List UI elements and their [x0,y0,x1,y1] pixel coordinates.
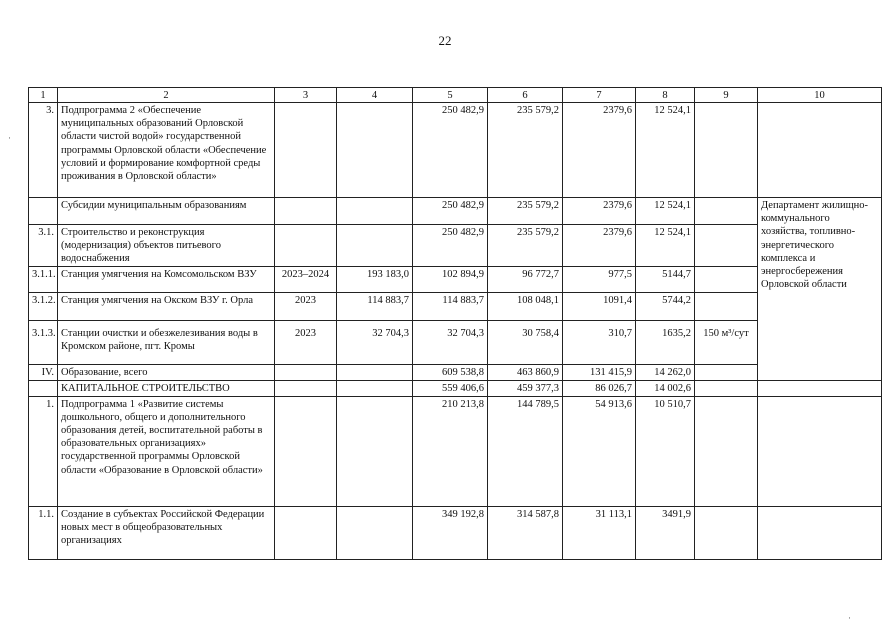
row-cost: 32 704,3 [337,320,413,364]
row-number: 3.1.3. [29,320,58,364]
row-value-6: 235 579,2 [488,103,563,198]
row-value-8: 5144,7 [636,266,695,292]
row-value-6: 459 377,3 [488,380,563,396]
row-value-5: 102 894,9 [413,266,488,292]
header-row [29,88,882,103]
row-years [275,198,337,225]
row-capacity [695,396,758,506]
scan-speck: · [848,613,851,623]
row-name: Строительство и реконструкция (модернизация) объектов питьевого водоснабжения [58,225,275,267]
row-name: КАПИТАЛЬНОЕ СТРОИТЕЛЬСТВО [58,380,275,396]
row-name: Образование, всего [58,364,275,380]
row-value-6: 30 758,4 [488,320,563,364]
row-capacity: 150 м³/сут [695,320,758,364]
row-number: 3.1.1. [29,266,58,292]
row-value-8: 14 002,6 [636,380,695,396]
row-capacity [695,103,758,198]
header-cell: 2 [58,88,275,103]
row-value-5: 559 406,6 [413,380,488,396]
row-years [275,380,337,396]
row-executor [758,396,882,506]
row-name: Субсидии муниципальным образованиям [58,198,275,225]
row-cost [337,103,413,198]
row-value-8: 5744,2 [636,292,695,320]
row-value-5: 609 538,8 [413,364,488,380]
table-row [29,380,882,396]
table-row [29,292,882,320]
row-value-8: 14 262,0 [636,364,695,380]
department-cell: Департамент жилищно-коммунального хозяйства, топливно-энергетического комплекса и энергосбережения Орловской области [758,198,882,381]
row-years [275,396,337,506]
row-number: 3.1.2. [29,292,58,320]
row-value-7: 2379,6 [563,198,636,225]
row-value-5: 114 883,7 [413,292,488,320]
row-capacity [695,266,758,292]
row-value-5: 250 482,9 [413,225,488,267]
row-value-7: 54 913,6 [563,396,636,506]
row-capacity [695,225,758,267]
row-executor [758,380,882,396]
row-name: Подпрограмма 1 «Развитие системы дошкольного, общего и дополнительного образования детей, воспитательной работы в образовательных организациях» государственной программы Орловской области «Образование в Орловской области» [58,396,275,506]
row-years: 2023 [275,320,337,364]
row-value-8: 12 524,1 [636,198,695,225]
row-value-7: 1091,4 [563,292,636,320]
row-capacity [695,292,758,320]
header-cell: 1 [29,88,58,103]
row-value-7: 977,5 [563,266,636,292]
row-value-5: 349 192,8 [413,506,488,559]
row-years [275,364,337,380]
row-value-8: 12 524,1 [636,103,695,198]
row-capacity [695,380,758,396]
header-cell: 10 [758,88,882,103]
row-value-5: 250 482,9 [413,103,488,198]
row-value-8: 12 524,1 [636,225,695,267]
scan-speck: · [8,133,11,143]
row-value-7: 2379,6 [563,225,636,267]
row-number [29,198,58,225]
row-value-7: 86 026,7 [563,380,636,396]
table-row [29,266,882,292]
header-cell: 4 [337,88,413,103]
row-value-5: 32 704,3 [413,320,488,364]
row-cost: 114 883,7 [337,292,413,320]
row-value-8: 3491,9 [636,506,695,559]
row-value-5: 250 482,9 [413,198,488,225]
row-years [275,506,337,559]
row-number: 1. [29,396,58,506]
row-executor [758,103,882,198]
row-executor [758,506,882,559]
row-capacity [695,198,758,225]
row-cost [337,506,413,559]
row-value-6: 235 579,2 [488,198,563,225]
row-cost [337,380,413,396]
row-years: 2023 [275,292,337,320]
row-number: 1.1. [29,506,58,559]
table-row [29,103,882,198]
row-value-6: 463 860,9 [488,364,563,380]
budget-table [28,87,882,560]
row-value-5: 210 213,8 [413,396,488,506]
row-cost [337,198,413,225]
row-name: Станция умягчения на Окском ВЗУ г. Орла [58,292,275,320]
row-capacity [695,506,758,559]
row-cost [337,396,413,506]
page-number: 22 [438,33,452,48]
header-cell: 6 [488,88,563,103]
header-cell: 5 [413,88,488,103]
row-number: IV. [29,364,58,380]
table-row [29,396,882,506]
row-value-6: 96 772,7 [488,266,563,292]
header-cell: 3 [275,88,337,103]
row-number: 3. [29,103,58,198]
row-value-6: 235 579,2 [488,225,563,267]
row-name: Станция умягчения на Комсомольском ВЗУ [58,266,275,292]
row-capacity [695,364,758,380]
row-value-6: 108 048,1 [488,292,563,320]
row-number [29,380,58,396]
header-cell: 9 [695,88,758,103]
row-value-8: 10 510,7 [636,396,695,506]
row-cost [337,225,413,267]
row-value-7: 2379,6 [563,103,636,198]
row-value-7: 31 113,1 [563,506,636,559]
row-value-8: 1635,2 [636,320,695,364]
header-cell: 8 [636,88,695,103]
row-value-7: 131 415,9 [563,364,636,380]
row-years: 2023–2024 [275,266,337,292]
table-row [29,320,882,364]
row-name: Подпрограмма 2 «Обеспечение муниципальных образований Орловской области чистой водой» государственной программы Орловской области «Обеспечение условий и формирование комфортной среды проживания в Орловской области» [58,103,275,198]
row-years [275,103,337,198]
row-cost: 193 183,0 [337,266,413,292]
row-name: Создание в субъектах Российской Федерации новых мест в общеобразовательных организациях [58,506,275,559]
row-value-6: 314 587,8 [488,506,563,559]
row-years [275,225,337,267]
row-cost [337,364,413,380]
row-value-7: 310,7 [563,320,636,364]
table-row [29,198,882,225]
table-row [29,225,882,267]
row-name: Станции очистки и обезжелезивания воды в Кромском районе, пгт. Кромы [58,320,275,364]
table-row [29,506,882,559]
row-value-6: 144 789,5 [488,396,563,506]
table-row [29,364,882,380]
row-number: 3.1. [29,225,58,267]
header-cell: 7 [563,88,636,103]
